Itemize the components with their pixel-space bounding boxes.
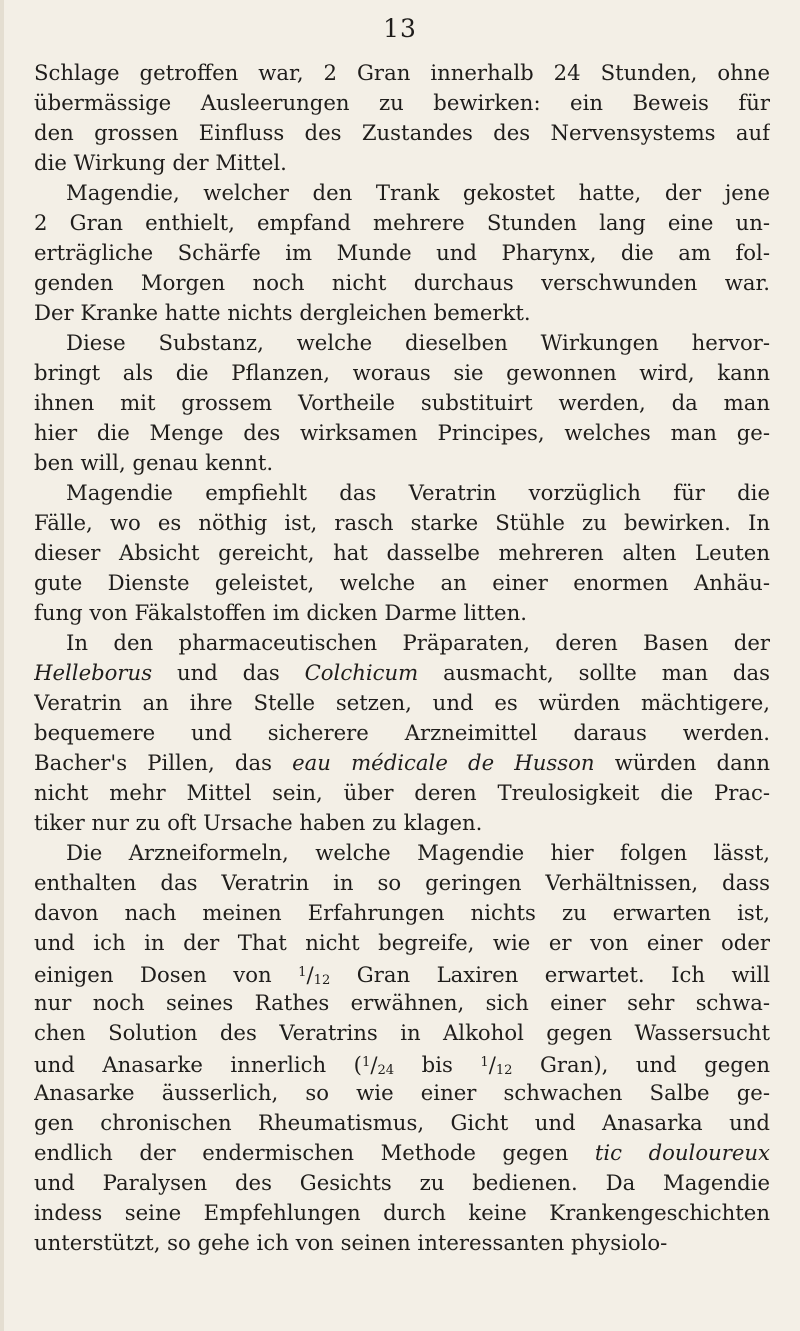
scan-edge <box>0 0 4 1331</box>
text-segment: Magendie empfiehlt das Veratrin vorzüglich für die <box>66 480 770 505</box>
text-line <box>34 298 770 328</box>
text-line <box>34 508 770 538</box>
text-segment: und ich in der That nicht begreife, wie er von einer oder <box>34 930 770 955</box>
text-segment: nur noch seines Rathes erwähnen, sich einer sehr schwa- <box>34 990 770 1015</box>
text-line <box>34 328 770 358</box>
text-segment: genden Morgen noch nicht durchaus verschwunden war. <box>34 270 770 295</box>
italic-text: tic douloureux <box>594 1140 770 1165</box>
text-segment: gen chronischen Rheumatismus, Gicht und Anasarka und <box>34 1110 770 1135</box>
paragraph <box>34 328 770 478</box>
text-segment: ihnen mit grossem Vortheile substituirt werden, da man <box>34 390 770 415</box>
text-segment: Fälle, wo es nöthig ist, rasch starke Stühle zu bewirken. In <box>34 510 770 535</box>
text-segment: gute Dienste geleistet, welche an einer enormen Anhäu- <box>34 570 770 595</box>
text-line <box>34 628 770 658</box>
text-line <box>34 568 770 598</box>
text-line <box>34 718 770 748</box>
text-line <box>34 898 770 928</box>
text-segment: unterstützt, so gehe ich von seinen interessanten physiolo- <box>34 1230 668 1255</box>
text-segment: Bacher's Pillen, das <box>34 750 293 775</box>
fraction-denominator: 12 <box>313 972 331 988</box>
text-segment: bis <box>394 1051 481 1077</box>
text-segment: hier die Menge des wirksamen Principes, welches man ge- <box>34 420 770 445</box>
text-segment: und Paralysen des Gesichts zu bedienen. Da Magendie <box>34 1170 770 1195</box>
text-line <box>34 748 770 778</box>
text-segment: Die Arzneiformeln, welche Magendie hier folgen lässt, <box>66 840 770 865</box>
text-segment: einigen Dosen von <box>34 961 299 987</box>
text-segment: den grossen Einfluss des Zustandes des Nervensystems auf <box>34 120 770 145</box>
text-line <box>34 1078 770 1108</box>
text-line <box>34 478 770 508</box>
fraction-numerator: 1 <box>480 1055 489 1070</box>
text-line <box>34 658 770 688</box>
paragraph <box>34 628 770 838</box>
text-line <box>34 1168 770 1198</box>
paragraph <box>34 838 770 1258</box>
text-segment: tiker nur zu oft Ursache haben zu klagen. <box>34 810 483 835</box>
fraction: $^1$/24 <box>361 1051 395 1078</box>
italic-text: Colchicum <box>304 660 419 685</box>
text-segment: enthalten das Veratrin in so geringen Verhältnissen, dass <box>34 870 770 895</box>
fraction-denominator: 24 <box>377 1062 395 1078</box>
text-segment: ben will, genau kennt. <box>34 450 274 475</box>
text-line <box>34 148 770 178</box>
text-segment: 2 Gran enthielt, empfand mehrere Stunden lang eine un- <box>34 210 770 235</box>
text-line <box>34 238 770 268</box>
fraction: $^1$/12 <box>480 1051 513 1078</box>
text-segment: chen Solution des Veratrins in Alkohol gegen Wassersucht <box>34 1020 770 1045</box>
text-line <box>34 538 770 568</box>
text-line <box>34 868 770 898</box>
text-segment: erträgliche Schärfe im Munde und Pharynx, die am fol- <box>34 240 770 265</box>
paragraph <box>34 178 770 328</box>
text-line <box>34 1138 770 1168</box>
text-line <box>34 1108 770 1138</box>
text-segment: Gran), und gegen <box>512 1051 770 1077</box>
text-segment: bequemere und sicherere Arzneimittel daraus werden. <box>34 720 770 745</box>
fraction-denominator: 12 <box>495 1062 513 1078</box>
text-line <box>34 88 770 118</box>
text-segment: und Anasarke innerlich ( <box>34 1051 362 1077</box>
text-segment: Magendie, welcher den Trank gekostet hatte, der jene <box>66 180 770 205</box>
text-line <box>34 1018 770 1048</box>
text-segment: bringt als die Pflanzen, woraus sie gewonnen wird, kann <box>34 360 770 385</box>
text-segment: ausmacht, sollte man das <box>418 660 770 685</box>
text-segment: dieser Absicht gereicht, hat dasselbe mehreren alten Leuten <box>34 540 770 565</box>
text-line <box>34 358 770 388</box>
text-line <box>34 928 770 958</box>
text-line <box>34 58 770 88</box>
body-text <box>34 58 770 1258</box>
text-segment: Gran Laxiren erwartet. Ich will <box>330 961 770 987</box>
page-number: 13 <box>383 14 417 43</box>
paragraph <box>34 478 770 628</box>
text-line <box>34 1228 770 1258</box>
fraction-numerator: 1 <box>298 965 307 980</box>
text-line <box>34 988 770 1018</box>
text-line <box>34 208 770 238</box>
paragraph <box>34 58 770 178</box>
text-segment: davon nach meinen Erfahrungen nichts zu erwarten ist, <box>34 900 770 925</box>
text-segment: fung von Fäkalstoffen im dicken Darme litten. <box>34 600 527 625</box>
fraction: $^1$/12 <box>298 961 331 988</box>
text-segment: nicht mehr Mittel sein, über deren Treulosigkeit die Prac- <box>34 780 770 805</box>
text-line <box>34 118 770 148</box>
text-segment: Anasarke äusserlich, so wie einer schwachen Salbe ge- <box>34 1080 770 1105</box>
text-segment: Der Kranke hatte nichts dergleichen bemerkt. <box>34 300 531 325</box>
text-line <box>34 1048 770 1078</box>
text-segment: und das <box>152 660 305 685</box>
text-line <box>34 958 770 988</box>
text-line <box>34 388 770 418</box>
text-line <box>34 1198 770 1228</box>
italic-text: Helleborus <box>34 660 153 685</box>
text-segment: Veratrin an ihre Stelle setzen, und es würden mächtigere, <box>34 690 770 715</box>
text-line <box>34 268 770 298</box>
text-line <box>34 448 770 478</box>
text-line <box>34 598 770 628</box>
fraction-numerator: 1 <box>361 1055 371 1070</box>
text-line <box>34 838 770 868</box>
text-segment: übermässige Ausleerungen zu bewirken: ein Beweis für <box>34 90 770 115</box>
italic-text: eau médicale de Husson <box>292 750 595 775</box>
text-line <box>34 808 770 838</box>
text-segment: die Wirkung der Mittel. <box>34 150 287 175</box>
text-segment: Schlage getroffen war, 2 Gran innerhalb 24 Stunden, ohne <box>34 60 770 85</box>
text-line <box>34 418 770 448</box>
text-segment: endlich der endermischen Methode gegen <box>34 1140 595 1165</box>
text-line <box>34 178 770 208</box>
text-segment: würden dann <box>594 750 770 775</box>
text-segment: indess seine Empfehlungen durch keine Krankengeschichten <box>34 1200 770 1225</box>
text-line <box>34 778 770 808</box>
text-line <box>34 688 770 718</box>
text-segment: In den pharmaceutischen Präparaten, deren Basen der <box>66 630 770 655</box>
text-segment: Diese Substanz, welche dieselben Wirkungen hervor- <box>66 330 770 355</box>
